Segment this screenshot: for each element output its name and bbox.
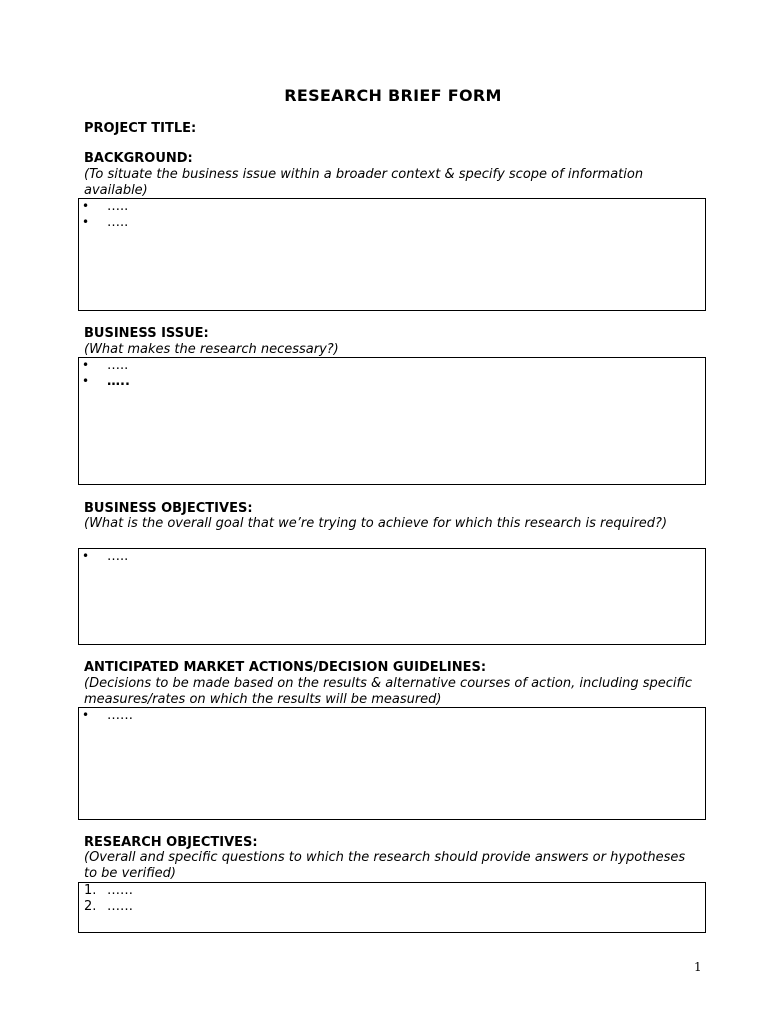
market-actions-label: ANTICIPATED MARKET ACTIONS/DECISION GUIDELINES: bbox=[84, 660, 487, 675]
research-objectives-description: (Overall and specific questions to which the research should provide answers or hypotheses to be verified) bbox=[84, 850, 686, 881]
market-actions-list bbox=[79, 708, 705, 724]
bullet-icon: • bbox=[82, 373, 90, 388]
market-actions-description: (Decisions to be made based on the results & alternative courses of action, including specific measures/rates on which the results will be measured) bbox=[84, 676, 693, 707]
list-item: • ….. bbox=[82, 199, 129, 214]
bullet-icon: • bbox=[82, 358, 90, 372]
list-item: 2. …… bbox=[84, 898, 133, 914]
list-item: • ….. bbox=[82, 373, 130, 389]
business-objectives-field[interactable] bbox=[78, 548, 706, 645]
business-issue-label: BUSINESS ISSUE: bbox=[84, 326, 209, 341]
bullet-icon: • bbox=[82, 708, 90, 722]
research-objectives-label: RESEARCH OBJECTIVES: bbox=[84, 835, 258, 850]
market-actions-field[interactable] bbox=[78, 707, 706, 820]
business-objectives-list bbox=[79, 549, 705, 565]
bullet-icon: • bbox=[82, 214, 90, 229]
background-field[interactable] bbox=[78, 198, 706, 311]
bullet-icon: • bbox=[82, 199, 90, 213]
business-objectives-description: (What is the overall goal that we’re trying to achieve for which this research is required?) bbox=[84, 516, 668, 531]
business-objectives-label: BUSINESS OBJECTIVES: bbox=[84, 501, 253, 516]
page-title: RESEARCH BRIEF FORM bbox=[284, 86, 502, 105]
list-item: • …… bbox=[82, 708, 133, 723]
research-objectives-field[interactable] bbox=[78, 882, 706, 933]
list-item: 1. …… bbox=[84, 883, 133, 898]
list-item: • ….. bbox=[82, 549, 129, 564]
business-issue-field[interactable] bbox=[78, 357, 706, 485]
business-issue-list bbox=[79, 358, 705, 389]
page-number: 1 bbox=[694, 960, 702, 974]
business-issue-description: (What makes the research necessary?) bbox=[84, 342, 339, 357]
background-description: (To situate the business issue within a broader context & specify scope of information available) bbox=[84, 167, 644, 198]
research-objectives-list bbox=[79, 883, 705, 914]
background-list bbox=[79, 199, 705, 230]
background-label: BACKGROUND: bbox=[84, 151, 193, 166]
bullet-icon: • bbox=[82, 549, 90, 563]
project-title-label: PROJECT TITLE: bbox=[84, 121, 197, 136]
list-item: • ….. bbox=[82, 214, 129, 230]
list-item: • ….. bbox=[82, 358, 129, 373]
